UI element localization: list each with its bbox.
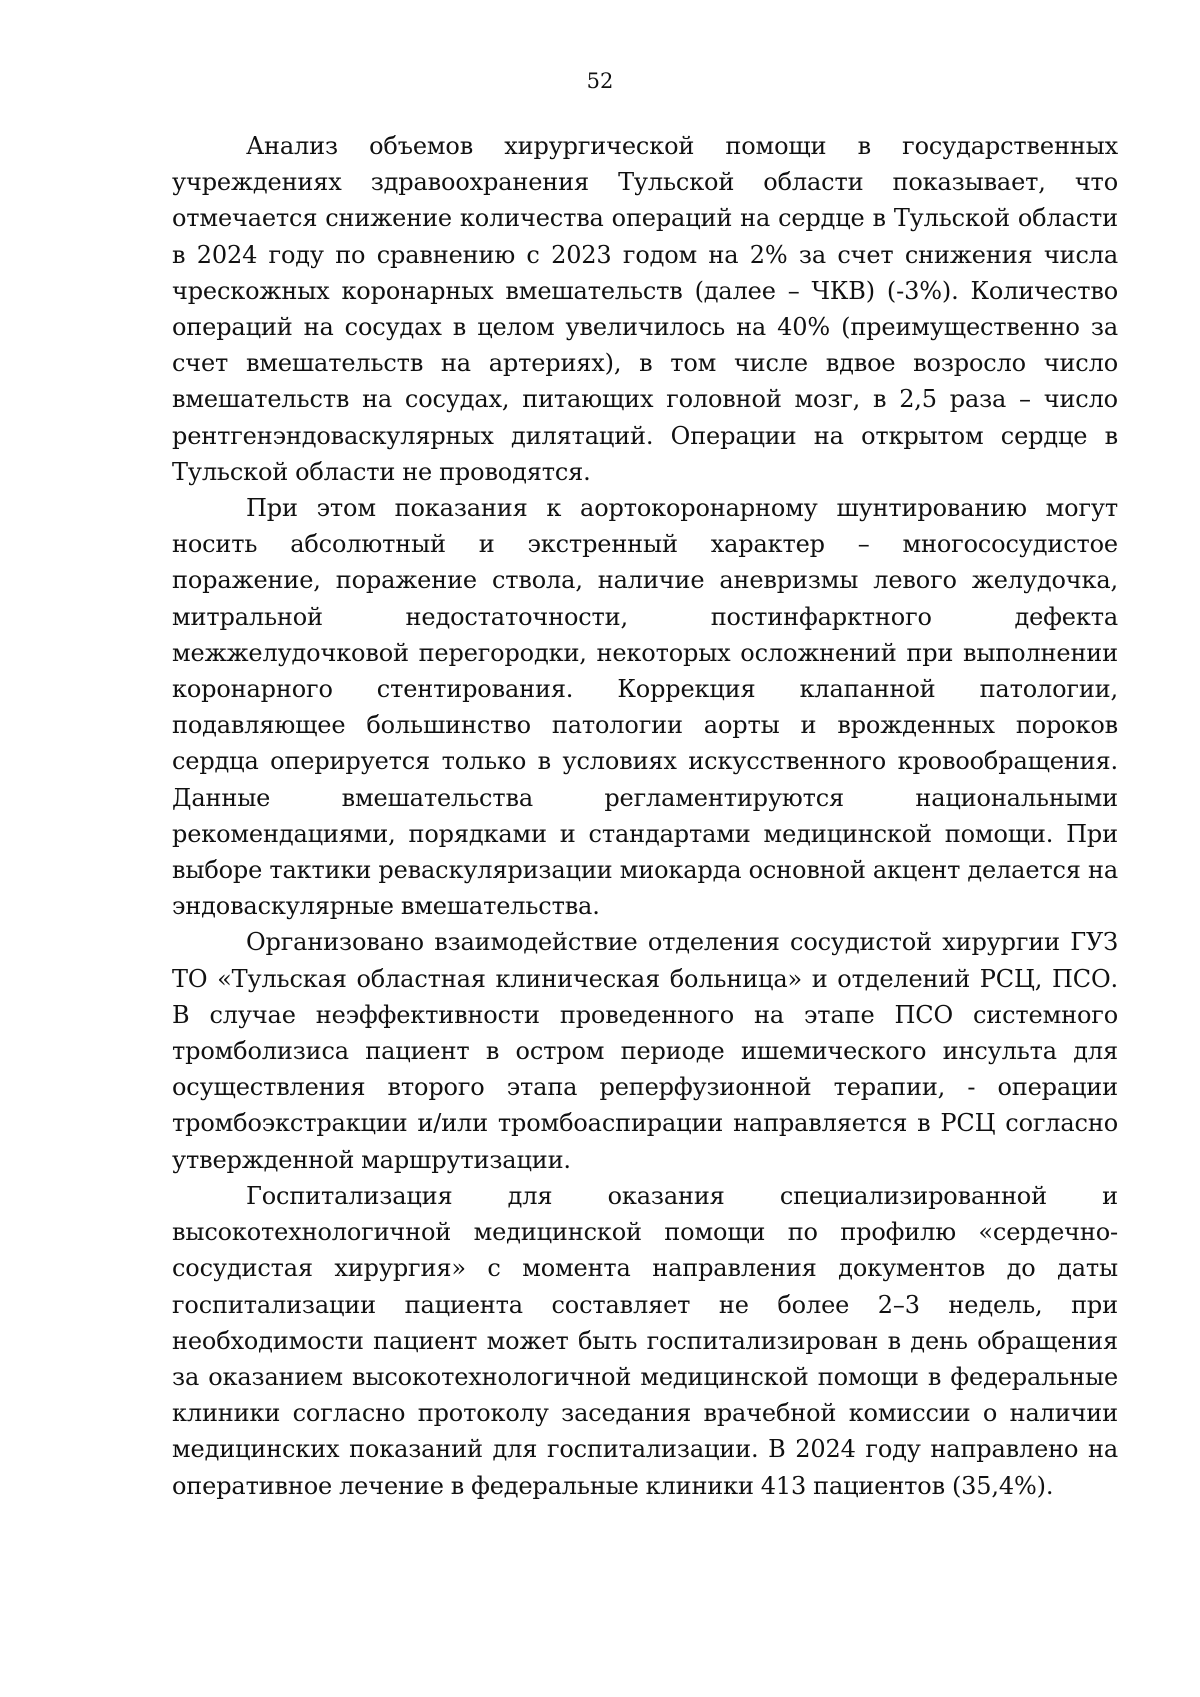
paragraph-surgery-volume-analysis: Анализ объемов хирургической помощи в государственных учреждениях здравоохранения Тульской области показывает, что отмечается снижение количества операций на сердце в Тульской области в 2024 году по сравнению с 2023 годом на 2% за счет снижения числа чрескожных коронарных вмешательств (далее – ЧКВ) (-3%). Количество операций на сосудах в целом увеличилось на 40% (преимущественно за счет вмешательств на артериях), в том числе вдвое возросло число вмешательств на сосудах, питающих головной мозг, в 2,5 раза – число рентгенэндоваскулярных дилятаций. Операции на открытом сердце в Тульской области не проводятся. [172, 132, 1118, 486]
paragraph-cabg-indications: При этом показания к аортокоронарному шунтированию могут носить абсолютный и экстренный характер – многососудистое поражение, поражение ствола, наличие аневризмы левого желудочка, митральной недостаточности, постинфарктного дефекта межжелудочковой перегородки, некоторых осложнений при выполнении коронарного стентирования. Коррекция клапанной патологии, подавляющее большинство патологии аорты и врожденных пороков сердца оперируется только в условиях искусственного кровообращения. Данные вмешательства регламентируются национальными рекомендациями, порядками и стандартами медицинской помощи. При выборе тактики реваскуляризации миокарда основной акцент делается на эндоваскулярные вмешательства. [172, 494, 1118, 921]
paragraph-vascular-surgery-cooperation: Организовано взаимодействие отделения сосудистой хирургии ГУЗ ТО «Тульская областная клиническая больница» и отделений РСЦ, ПСО. В случае неэффективности проведенного на этапе ПСО системного тромболизиса пациент в остром периоде ишемического инсульта для осуществления второго этапа реперфузионной терапии, - операции тромбоэкстракции и/или тромбоаспирации направляется в РСЦ согласно утвержденной маршрутизации. [172, 928, 1118, 1174]
page-number: 52 [586, 69, 614, 93]
paragraph-hospitalization-terms: Госпитализация для оказания специализированной и высокотехнологичной медицинской помощи по профилю «сердечно-сосудистая хирургия» с момента направления документов до даты госпитализации пациента составляет не более 2–3 недель, при необходимости пациент может быть госпитализирован в день обращения за оказанием высокотехнологичной медицинской помощи в федеральные клиники согласно протоколу заседания врачебной комиссии о наличии медицинских показаний для госпитализации. В 2024 году направлено на оперативное лечение в федеральные клиники 413 пациентов (35,4%). [172, 1181, 1118, 1500]
document-body [172, 128, 1118, 1504]
